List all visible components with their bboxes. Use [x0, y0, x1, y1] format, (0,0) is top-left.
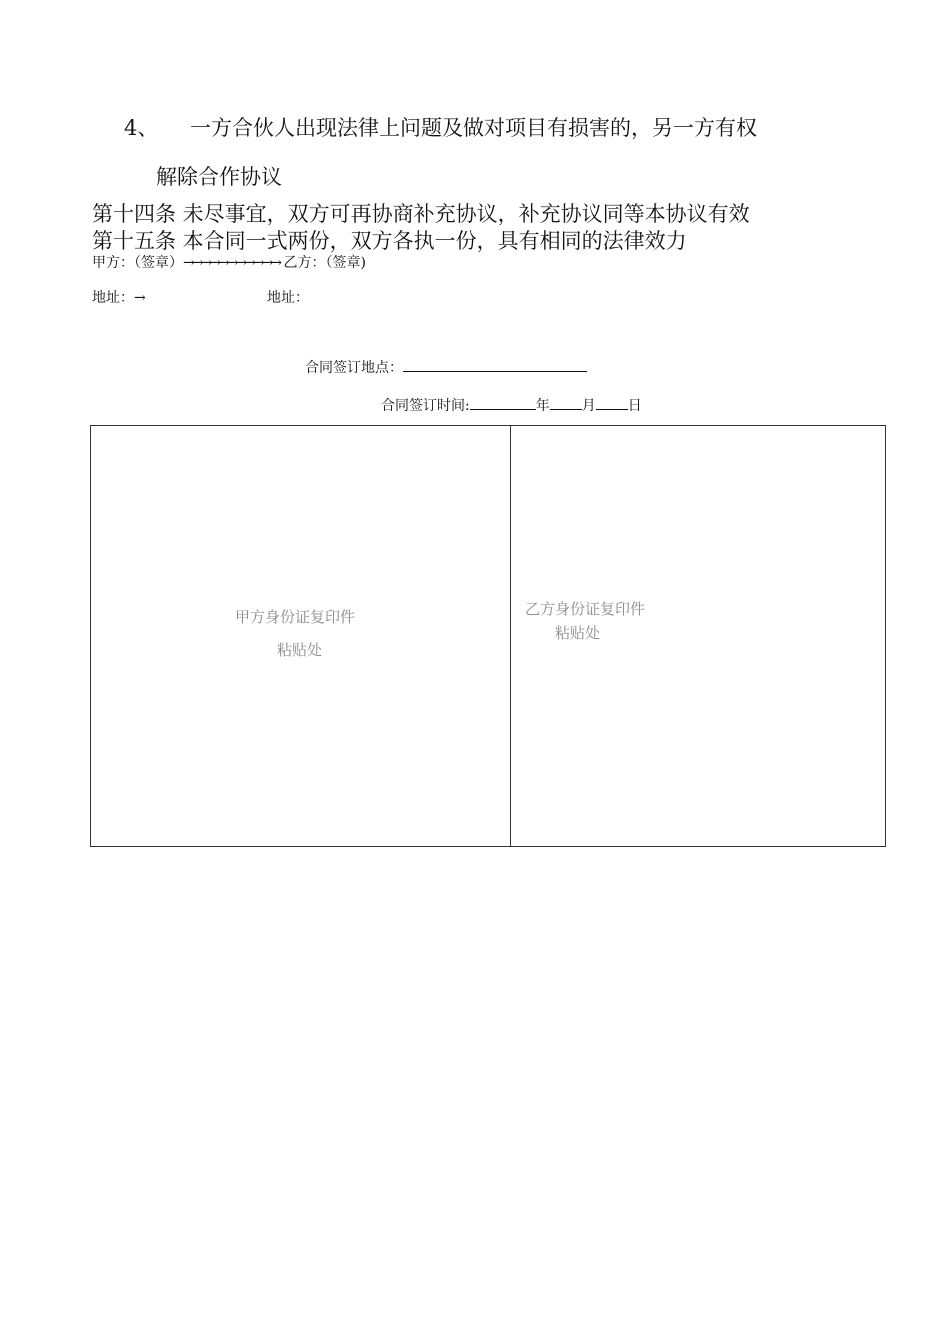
- month-blank[interactable]: [550, 395, 582, 410]
- day-blank[interactable]: [596, 395, 628, 410]
- party-b-address-label: 地址：: [267, 290, 309, 306]
- day-label: 日: [627, 398, 642, 414]
- party-a-id-placeholder: 甲方身份证复印件: [235, 608, 356, 626]
- party-a-paste-placeholder: 粘贴处: [277, 641, 323, 659]
- article-14: 第十四条 未尽事宜，双方可再协商补充协议，补充协议同等本协议有效: [92, 202, 750, 226]
- signing-place-label: 合同签订地点：: [305, 360, 403, 376]
- year-blank[interactable]: [470, 395, 536, 410]
- clause-4-text: 一方合伙人出现法律上问题及做对项目有损害的，另一方有权: [190, 116, 757, 140]
- year-label: 年: [535, 398, 550, 414]
- party-b-signature-label: 乙方：（签章): [283, 255, 366, 271]
- signing-place: [305, 357, 587, 377]
- signature-line: [92, 252, 366, 272]
- signing-time-label: 合同签订时间:: [381, 398, 470, 414]
- party-b-paste-placeholder: 粘贴处: [555, 624, 601, 642]
- month-label: 月: [581, 398, 596, 414]
- party-a-id-cell: [91, 426, 511, 846]
- clause-4-continuation: 解除合作协议: [156, 165, 282, 189]
- party-a-address-label: 地址：→: [92, 290, 146, 306]
- party-b-id-placeholder: 乙方身份证复印件: [525, 600, 646, 618]
- id-copy-table: [90, 425, 886, 847]
- party-a-signature-label: 甲方：（签章）: [92, 255, 183, 271]
- article-15: 第十五条 本合同一式两份，双方各执一份，具有相同的法律效力: [92, 229, 687, 253]
- party-b-id-cell: [511, 426, 885, 846]
- signing-time: [381, 395, 642, 415]
- tab-arrows: →→→→→→→→→→→: [183, 255, 280, 271]
- clause-4-number: 4、: [124, 116, 159, 140]
- signing-place-blank[interactable]: [403, 357, 587, 372]
